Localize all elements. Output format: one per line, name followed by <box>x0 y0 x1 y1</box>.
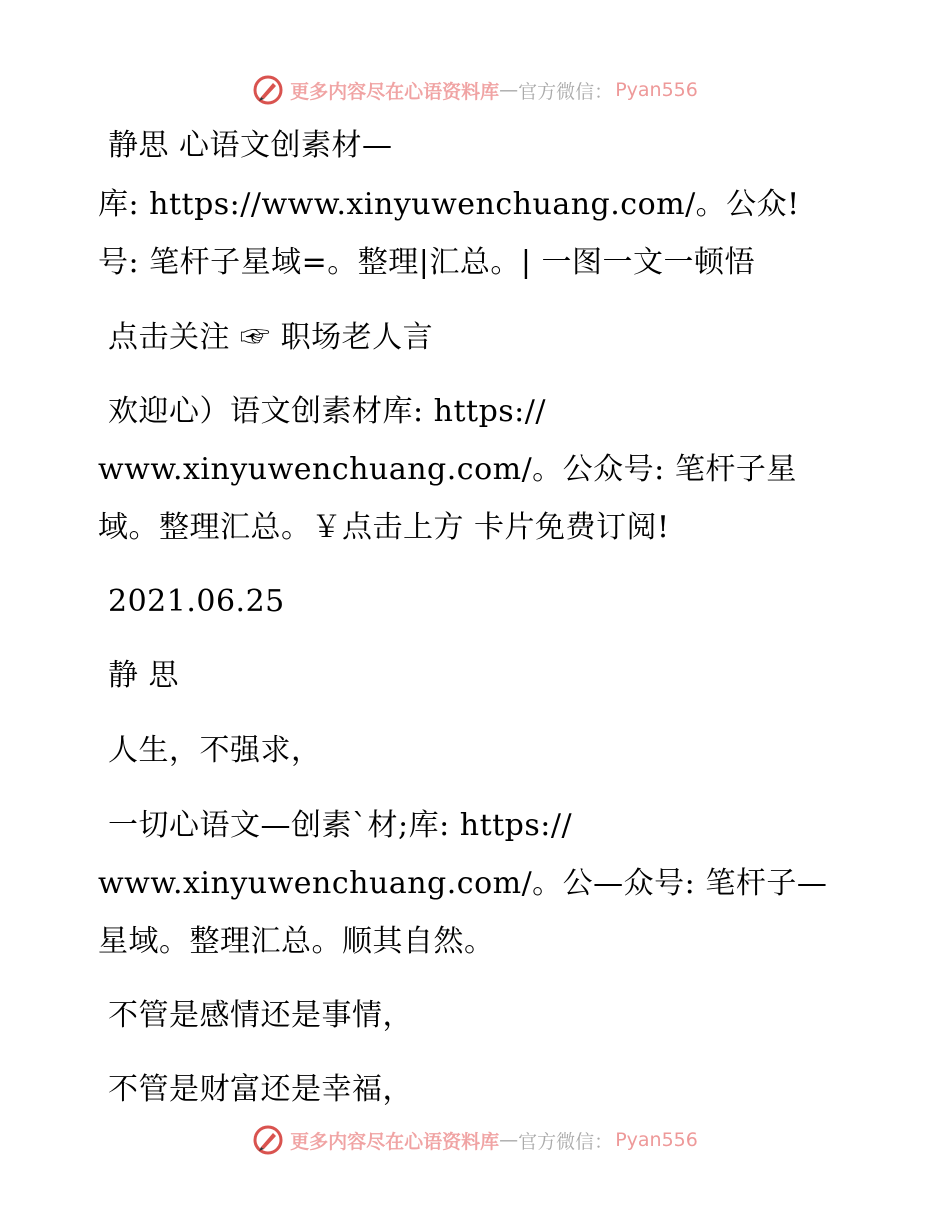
watermark-wechat-label: 官方微信： <box>518 80 614 103</box>
text-line: 静思 心语文创素材— <box>108 128 393 163</box>
watermark-main-text: 更多内容尽在心语资料库 <box>290 1130 500 1153</box>
watermark-wechat-id: Pyan556 <box>615 1129 698 1151</box>
text-line: 域。整理汇总。￥点击上方 卡片免费订阅! <box>98 510 670 545</box>
text-line: www.xinyuwenchuang.com/。公众号: 笔杆子星 <box>98 452 797 487</box>
text-line: 2021.06.25 <box>108 584 285 619</box>
text-line: 欢迎心）语文创素材库: https:// <box>108 394 546 429</box>
watermark-main-text: 更多内容尽在心语资料库 <box>290 80 500 103</box>
watermark-dash: — <box>499 1129 519 1151</box>
footer-watermark <box>0 1122 950 1158</box>
watermark-wechat-label: 官方微信： <box>518 1130 614 1153</box>
watermark-dash: — <box>499 79 519 101</box>
text-line: 点击关注 ☞ 职场老人言 <box>108 320 434 355</box>
text-line: 不管是感情还是事情， <box>108 998 413 1033</box>
watermark-wechat-id: Pyan556 <box>615 79 698 101</box>
text-line: 号: 笔杆子星域=。整理|汇总。| 一图一文一顿悟 <box>98 245 756 280</box>
text-line: 人生，不强求， <box>108 733 322 768</box>
text-line: 一切心语文—创素`材;库: https:// <box>108 808 573 843</box>
text-line: www.xinyuwenchuang.com/。公—众号: 笔杆子— <box>98 866 828 901</box>
text-line: 静 思 <box>108 658 180 693</box>
text-line: 星域。整理汇总。顺其自然。 <box>98 924 495 959</box>
pen-logo-icon <box>252 1124 284 1156</box>
text-line: 不管是财富还是幸福， <box>108 1072 413 1107</box>
text-line: 库: https://www.xinyuwenchuang.com/。公众! <box>98 187 800 222</box>
